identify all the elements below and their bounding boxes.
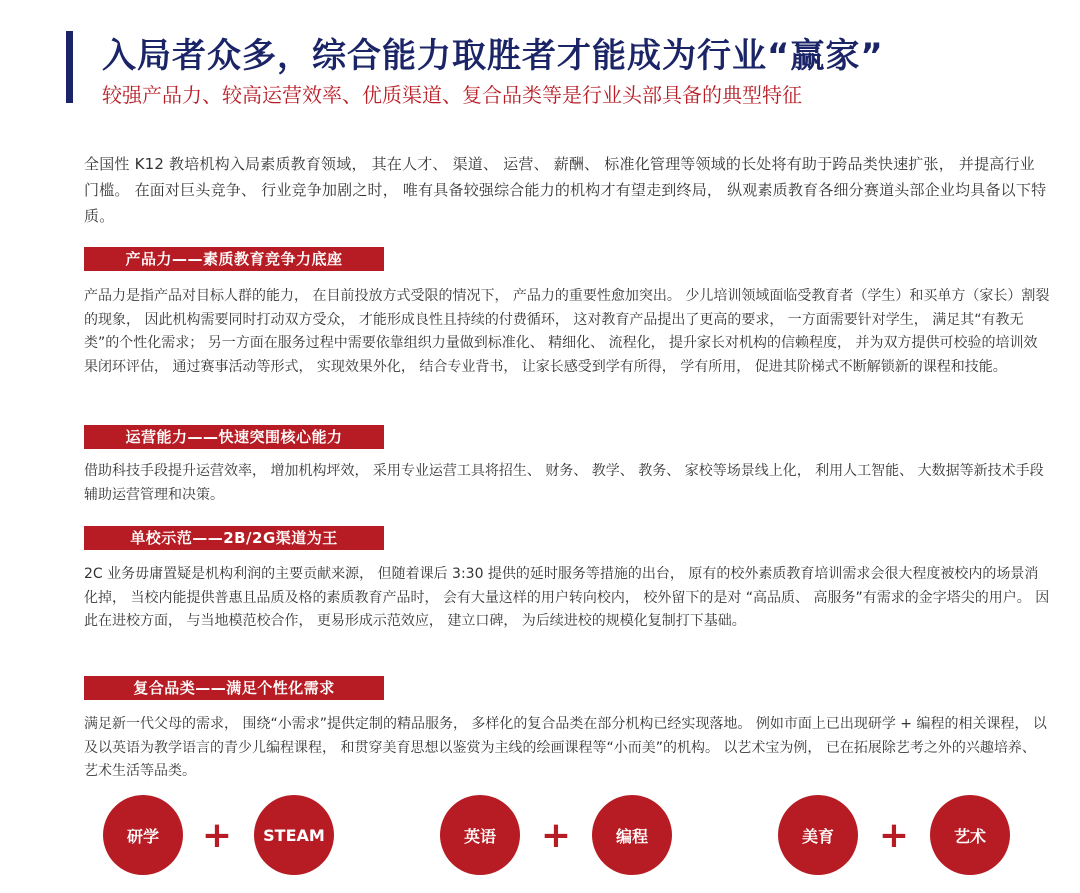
section-body-operations: 借助科技手段提升运营效率， 增加机构坪效， 采用专业运营工具将招生、 财务、 教学、 教务、 家校等场景线上化， 利用人工智能、 大数据等新技术手段辅助运营管理和决策。 (84, 463, 1044, 503)
combo-circle-research: 研学 (103, 795, 183, 875)
section-body-channel: 2C 业务毋庸置疑是机构利润的主要贡献来源， 但随着课后 3:30 提供的延时服务等措施的出台， 原有的校外素质教育培训需求会很大程度被校内的场景消化掉， 当校内能提供普惠且品质及格的素质教育产品时， 会有大量这样的用户转向校内， 校外留下的是对 “高品质、 高服务”有需求的金字塔尖的用户。 因此在进校方面， 与当地模范校合作， 更易形成示范效应， 建立口碑， 为后续进校的规模化复制打下基础。 (84, 566, 1050, 629)
section-heading-composite: 复合品类——满足个性化需求 (84, 676, 384, 700)
page-subtitle: 较强产品力、较高运营效率、优质渠道、复合品类等是行业头部具备的典型特征 (102, 83, 802, 107)
combo-circle-coding: 编程 (592, 795, 672, 875)
combo-circle-aesthetic: 美育 (778, 795, 858, 875)
intro-paragraph: 全国性 K12 教培机构入局素质教育领域， 其在人才、 渠道、 运营、 薪酬、 标准化管理等领域的长处将有助于跨品类快速扩张， 并提高行业门槛。 在面对巨头竞争、 行业竞争加剧之时， 唯有具备较强综合能力的机构才有望走到终局， 纵观素质教育各细分赛道头部企业均具备以下特质。 (84, 155, 1047, 225)
section-heading-operations: 运营能力——快速突围核心能力 (84, 425, 384, 449)
combo-circle-english: 英语 (440, 795, 520, 875)
section-heading-product: 产品力——素质教育竞争力底座 (84, 247, 384, 271)
plus-icon: + (201, 814, 233, 856)
plus-icon: + (878, 814, 910, 856)
combo-circle-art: 艺术 (930, 795, 1010, 875)
section-body-product: 产品力是指产品对目标人群的能力， 在目前投放方式受限的情况下， 产品力的重要性愈加突出。 少儿培训领域面临受教育者（学生）和买单方（家长）割裂的现象， 因此机构需要同时打动双方受众， 才能形成良性且持续的付费循环， 这对教育产品提出了更高的要求， 一方面需要针对学生， 满足其“有教无类”的个性化需求； 另一方面在服务过程中需要依靠组织力量做到标准化、 精细化、 流程化， 提升家长对机构的信赖程度， 并为双方提供可校验的培训效果闭环评估， 通过赛事活动等形式， 实现效果外化， 结合专业背书， 让家长感受到学有所得， 学有所用， 促进其阶梯式不断解锁新的课程和技能。 (84, 288, 1050, 375)
plus-icon: + (540, 814, 572, 856)
section-heading-channel: 单校示范——2B/2G渠道为王 (84, 526, 384, 550)
section-body-composite: 满足新一代父母的需求， 围绕“小需求”提供定制的精品服务， 多样化的复合品类在部分机构已经实现落地。 例如市面上已出现研学 + 编程的相关课程， 以及以英语为教学语言的青少儿编程课程， 和贯穿美育思想以鉴赏为主线的绘画课程等“小而美”的机构。 以艺术宝为例， 已在拓展除艺考之外的兴趣培养、 艺术生活等品类。 (84, 716, 1047, 779)
combo-circle-steam: STEAM (254, 795, 334, 875)
page-title: 入局者众多，综合能力取胜者才能成为行业“赢家” (102, 36, 884, 76)
title-accent-bar (66, 31, 73, 103)
